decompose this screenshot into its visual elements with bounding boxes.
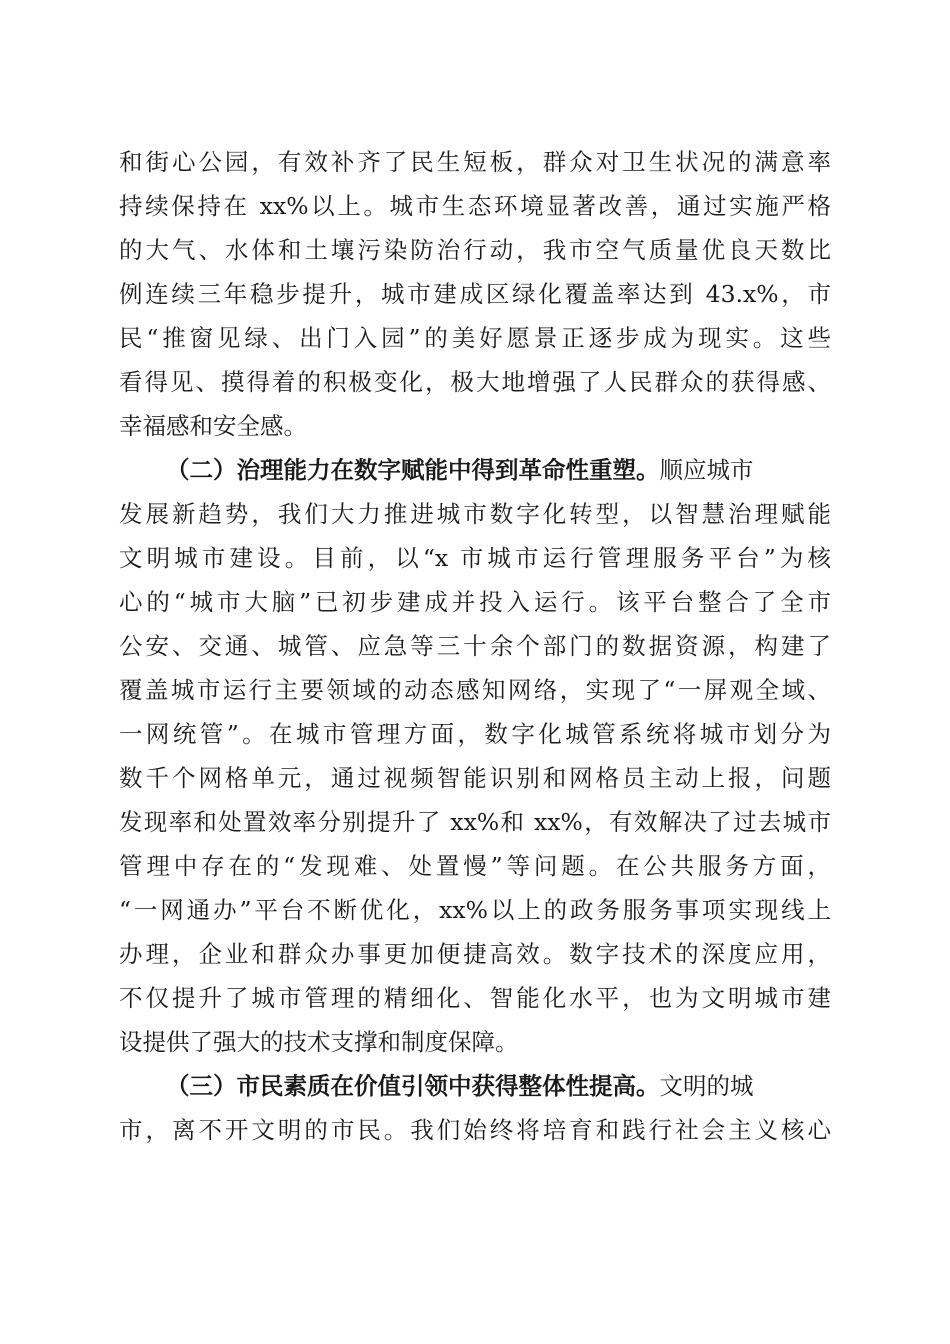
paragraph-line: 看得见、摸得着的积极变化，极大地增强了人民群众的获得感、 — [119, 368, 831, 396]
paragraph-line: 民“推窗见绿、出门入园”的美好愿景正逐步成为现实。这些 — [119, 324, 831, 352]
paragraph-line: 心的“城市大脑”已初步建成并投入运行。该平台整合了全市 — [119, 588, 831, 616]
paragraph-line: 市，离不开文明的市民。我们始终将培育和践行社会主义核心 — [119, 1116, 831, 1144]
paragraph-line: 文明城市建设。目前，以“x 市城市运行管理服务平台”为核 — [119, 544, 831, 572]
paragraph-line: 公安、交通、城管、应急等三十余个部门的数据资源，构建了 — [119, 632, 831, 660]
paragraph-line: 幸福感和安全感。 — [119, 412, 307, 440]
section-heading: （三）市民素质在价值引领中获得整体性提高。 — [166, 1072, 660, 1100]
section-heading: （二）治理能力在数字赋能中得到革命性重塑。 — [166, 456, 660, 484]
paragraph-line: 和街心公园，有效补齐了民生短板，群众对卫生状况的满意率 — [119, 148, 831, 176]
paragraph-line: 数千个网格单元，通过视频智能识别和网格员主动上报，问题 — [119, 764, 831, 792]
paragraph-line: 的大气、水体和土壤污染防治行动，我市空气质量优良天数比 — [119, 236, 831, 264]
paragraph-line: 覆盖城市运行主要领域的动态感知网络，实现了“一屏观全域、 — [119, 676, 831, 704]
paragraph-line: 例连续三年稳步提升，城市建成区绿化覆盖率达到 43.x%，市 — [119, 280, 831, 308]
section-heading-line — [119, 448, 831, 492]
section-heading-line — [119, 1064, 831, 1108]
paragraph-line: 不仅提升了城市管理的精细化、智能化水平，也为文明城市建 — [119, 984, 831, 1012]
body-text — [119, 140, 831, 1152]
heading-line-rest: 顺应城市 — [659, 456, 754, 484]
paragraph-line: 持续保持在 xx%以上。城市生态环境显著改善，通过实施严格 — [119, 192, 831, 220]
paragraph-line: 办理，企业和群众办事更加便捷高效。数字技术的深度应用， — [119, 940, 831, 968]
paragraph-line: 发展新趋势，我们大力推进城市数字化转型，以智慧治理赋能 — [119, 500, 831, 528]
paragraph-line: 管理中存在的“发现难、处置慢”等问题。在公共服务方面， — [119, 852, 831, 880]
paragraph-line: 发现率和处置效率分别提升了 xx%和 xx%，有效解决了过去城市 — [119, 808, 831, 836]
heading-line-rest: 文明的城 — [659, 1072, 754, 1100]
paragraph-line: 一网统管”。在城市管理方面，数字化城管系统将城市划分为 — [119, 720, 831, 748]
paragraph-line: 设提供了强大的技术支撑和制度保障。 — [119, 1028, 519, 1056]
paragraph-line: “一网通办”平台不断优化，xx%以上的政务服务事项实现线上 — [119, 896, 831, 924]
